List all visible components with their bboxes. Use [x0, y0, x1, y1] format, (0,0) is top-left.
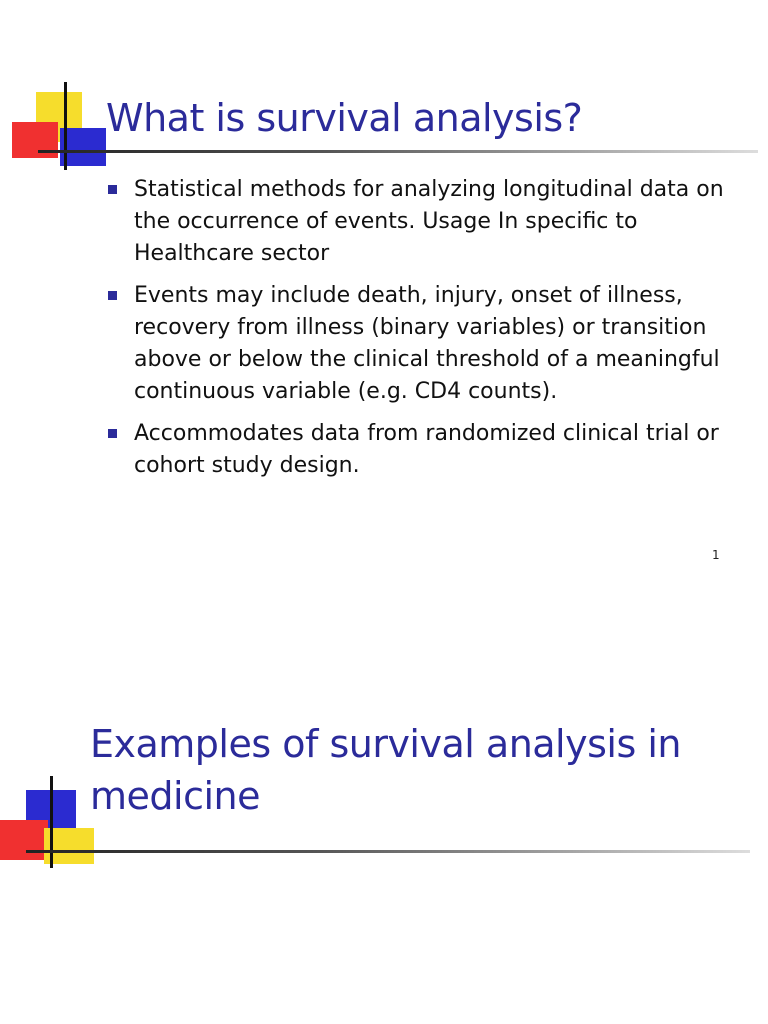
slide-2: [0, 590, 768, 1024]
bullet-item: [104, 418, 744, 482]
bullet-text: Events may include death, injury, onset of illness, recovery from illness (binary variables) or transition above or below the clinical threshold of a meaningful continuous variable (e.g. CD4 counts).: [134, 283, 720, 404]
bullet-item: [104, 280, 744, 408]
bullet-list: [104, 174, 744, 492]
bullet-text: Statistical methods for analyzing longitudinal data on the occurrence of events. Usage In specific to Healthcare sector: [134, 177, 724, 266]
square-bullet-icon: [108, 429, 117, 438]
slide-title: Examples of survival analysis in medicine: [90, 722, 681, 818]
square-bullet-icon: [108, 185, 117, 194]
bullet-item: [104, 174, 744, 270]
page-number: 1: [712, 548, 720, 562]
slide-title: What is survival analysis?: [106, 96, 583, 140]
square-bullet-icon: [108, 291, 117, 300]
bullet-text: Accommodates data from randomized clinical trial or cohort study design.: [134, 421, 719, 478]
